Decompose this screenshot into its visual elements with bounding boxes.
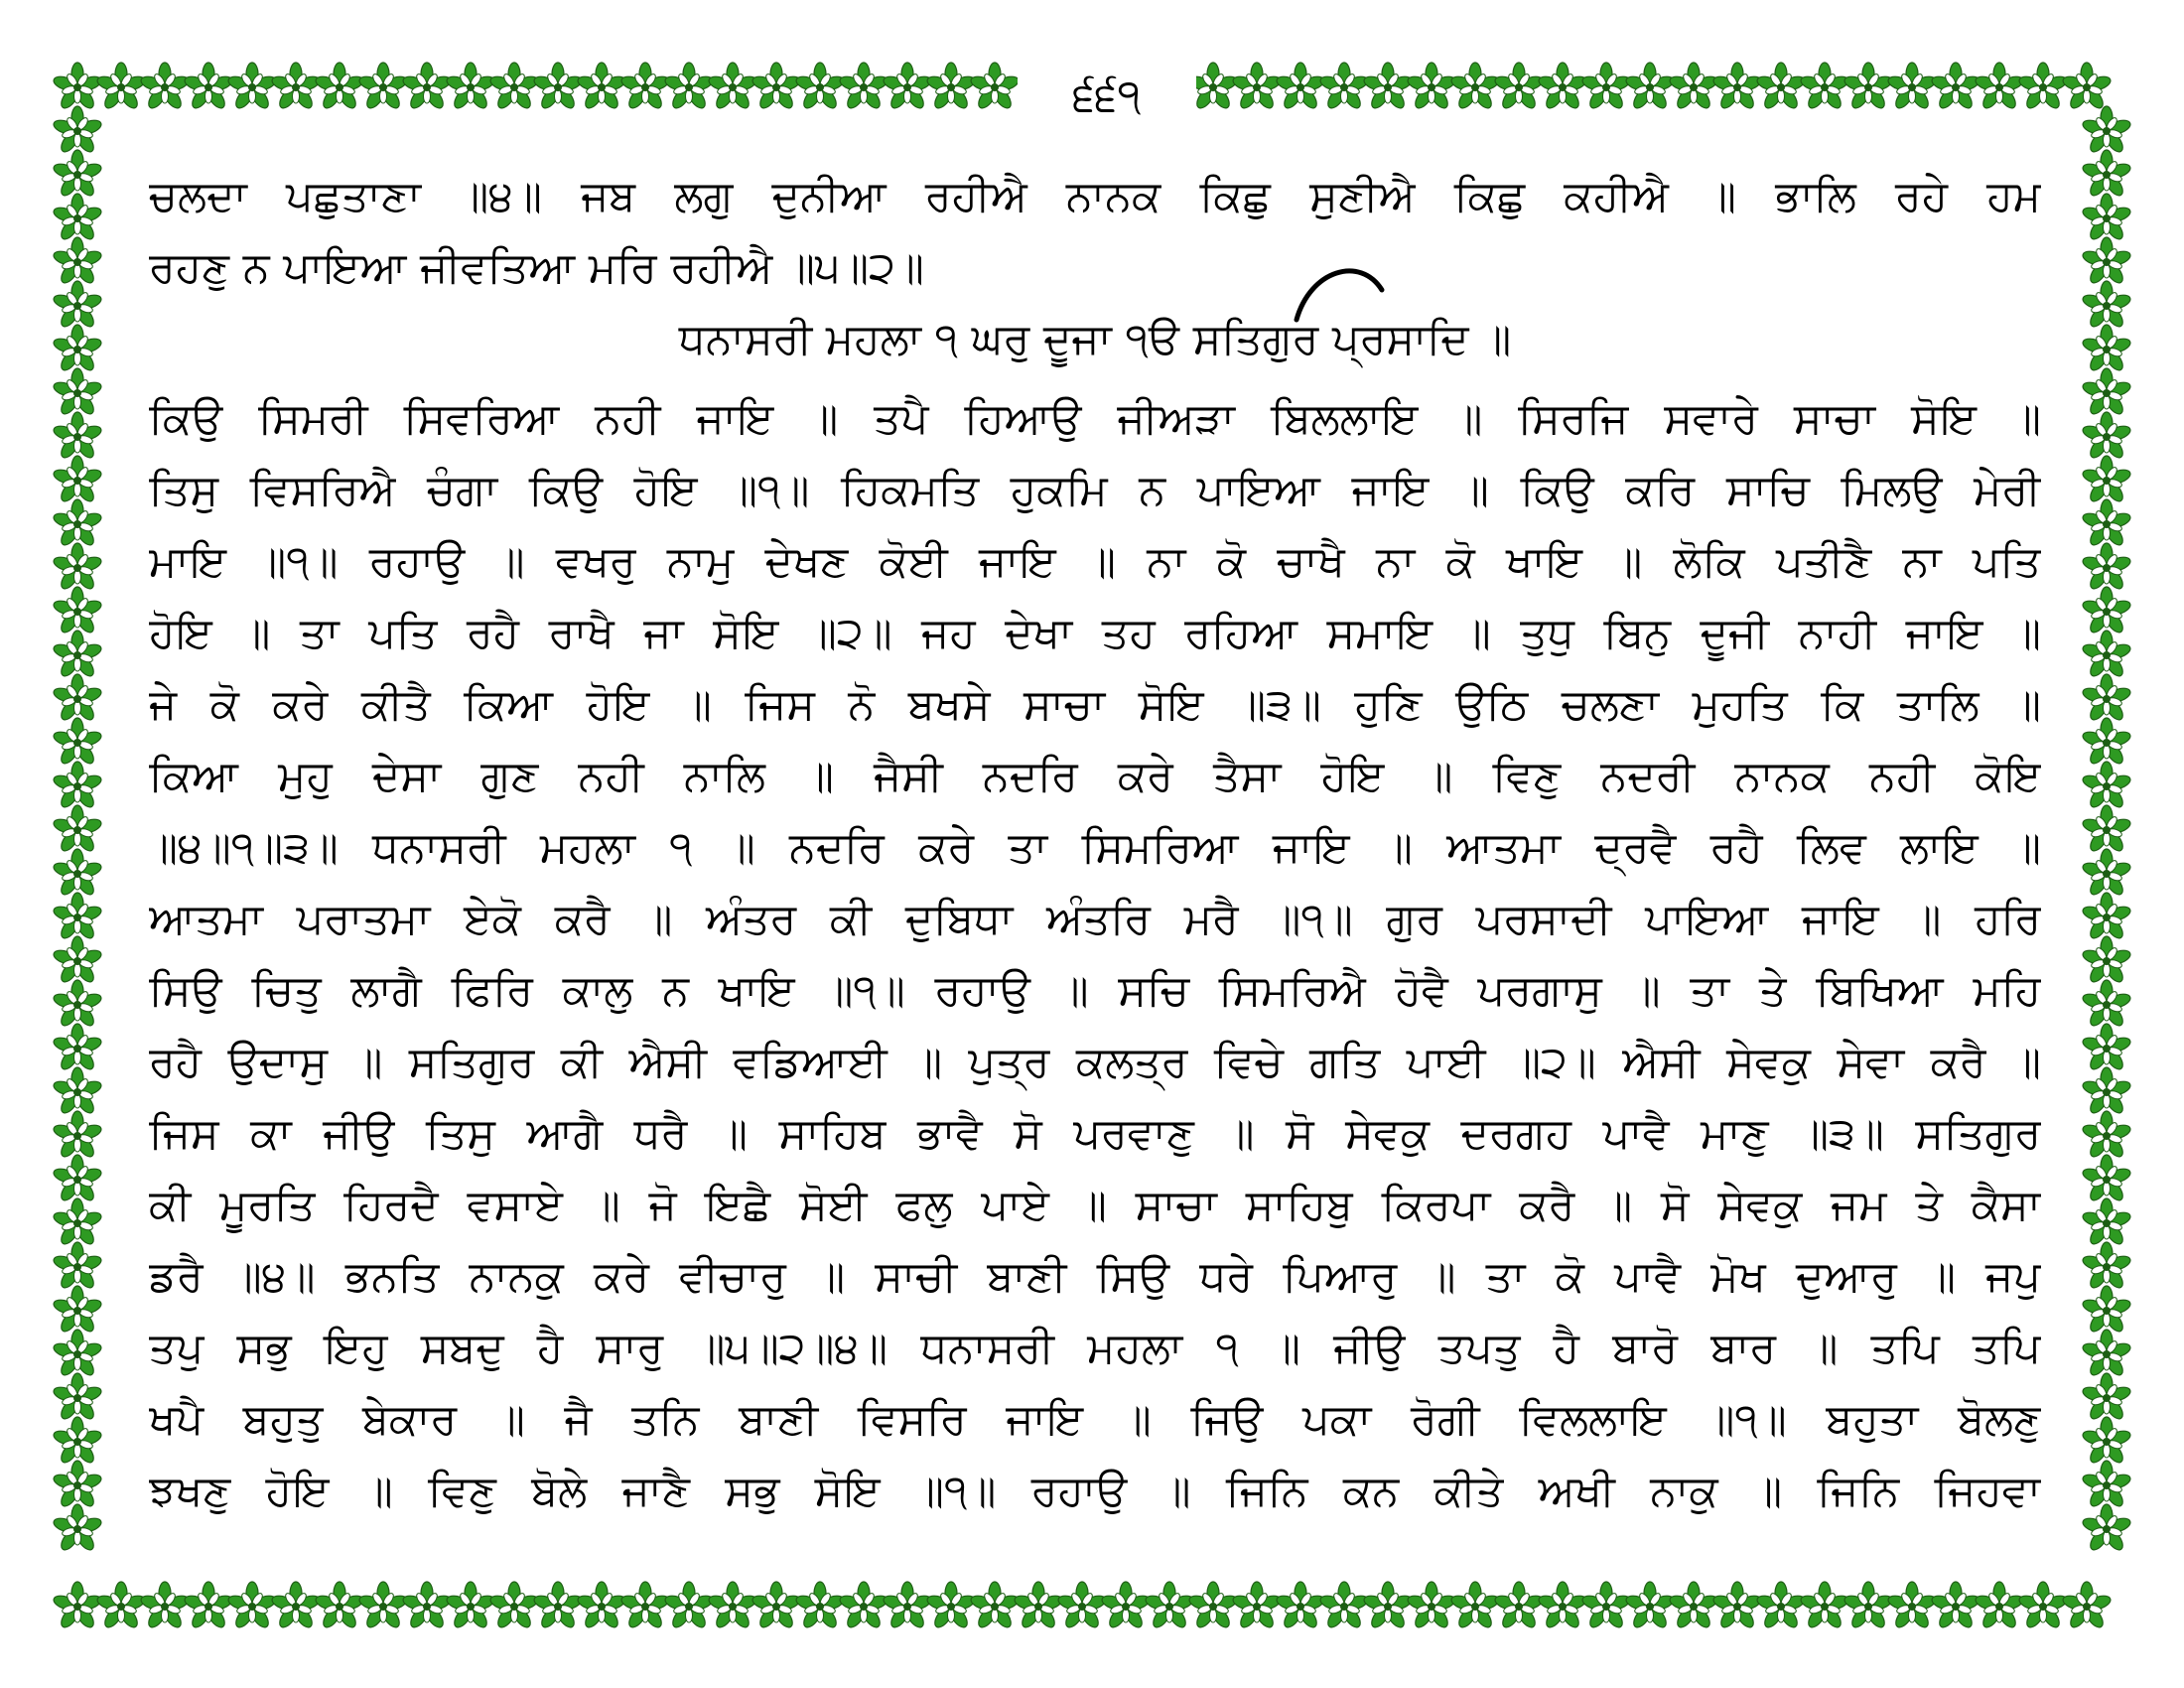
lotus-flower-icon [663,63,714,111]
lotus-flower-icon [2081,1461,2131,1509]
lotus-flower-icon [925,1582,976,1630]
lotus-flower-icon [2061,63,2112,111]
lotus-flower-icon [2081,805,2131,854]
lotus-flower-icon [882,63,932,111]
text-line: ਖਪੈ ਬਹੁਤੁ ਬੇਕਾਰ ॥ ਜੈ ਤਨਿ ਬਾਣੀ ਵਿਸਰਿ ਜਾਇ ॥ ਜਿਉ ਪਕਾ ਰੋਗੀ ਵਿਲਲਾਇ ॥੧॥ ਬਹੁਤਾ ਬੋਲਣੁ [149,1395,2041,1445]
lotus-flower-icon [1187,1582,1238,1630]
lotus-flower-icon [2081,106,2131,155]
lotus-flower-icon [139,1582,190,1630]
lotus-flower-icon [52,1067,102,1116]
lotus-flower-icon [532,1582,583,1630]
lotus-flower-icon [1886,63,1937,111]
lotus-flower-icon [52,1286,102,1335]
text-line: ਕਿਆ ਮੁਹੁ ਦੇਸਾ ਗੁਣ ਨਹੀ ਨਾਲਿ ॥ ਜੈਸੀ ਨਦਰਿ ਕਰੇ ਤੈਸਾ ਹੋਇ ॥ ਵਿਣੁ ਨਦਰੀ ਨਾਨਕ ਨਹੀ ਕੋਇ [149,752,2041,801]
lotus-flower-icon [2081,543,2131,592]
lotus-flower-icon [52,1582,102,1630]
lotus-flower-icon [1843,1582,1893,1630]
lotus-flower-icon [357,63,408,111]
lotus-flower-icon [2081,1504,2131,1553]
lotus-flower-icon [52,1461,102,1509]
lotus-flower-icon [2081,1024,2131,1072]
lotus-flower-icon [1318,1582,1369,1630]
lotus-flower-icon [532,63,583,111]
lotus-flower-icon [488,1582,539,1630]
lotus-flower-icon [576,1582,626,1630]
lotus-flower-icon [52,1330,102,1378]
lotus-flower-icon [52,805,102,854]
lotus-flower-icon [95,1582,146,1630]
lotus-flower-icon [882,1582,932,1630]
lotus-flower-icon [1537,1582,1587,1630]
section-heading: ਧਨਾਸਰੀ ਮਹਲਾ ੧ ਘਰੁ ਦੂਜਾ ੧ੳ ਸਤਿਗੁਰ ਪ੍ਰਸਾਦਿ ॥ [678,315,1512,364]
text-line: ਕੀ ਮੂਰਤਿ ਹਿਰਦੈ ਵਸਾਏ ॥ ਜੋ ਇਛੈ ਸੋਈ ਫਲੁ ਪਾਏ ॥ ਸਾਚਾ ਸਾਹਿਬੁ ਕਿਰਪਾ ਕਰੈ ॥ ਸੋ ਸੇਵਕੁ ਜਮ ਤੇ ਕੈਸਾ [149,1181,2041,1230]
lotus-flower-icon [707,1582,757,1630]
lotus-flower-icon [576,63,626,111]
text-line: ਤਿਸੁ ਵਿਸਰਿਐ ਚੰਗਾ ਕਿਉ ਹੋਇ ॥੧॥ ਹਿਕਮਤਿ ਹੁਕਮਿ ਨ ਪਾਇਆ ਜਾਇ ॥ ਕਿਉ ਕਰਿ ਸਾਚਿ ਮਿਲਉ ਮੇਰੀ [149,466,2041,515]
lotus-flower-icon [2081,1286,2131,1335]
lotus-flower-icon [1449,1582,1500,1630]
lotus-flower-icon [1624,1582,1675,1630]
lotus-flower-icon [1231,63,1282,111]
lotus-flower-icon [1406,63,1456,111]
lotus-flower-icon [2081,1198,2131,1247]
lotus-flower-icon [751,1582,801,1630]
lotus-flower-icon [1755,1582,1806,1630]
lotus-flower-icon [2081,674,2131,723]
lotus-flower-icon [1668,63,1718,111]
lotus-flower-icon [2081,456,2131,504]
lotus-flower-icon [925,63,976,111]
text-line: ਹੋਇ ॥ ਤਾ ਪਤਿ ਰਹੈ ਰਾਖੈ ਜਾ ਸੋਇ ॥੨॥ ਜਹ ਦੇਖਾ ਤਹ ਰਹਿਆ ਸਮਾਇ ॥ ਤੁਧੁ ਬਿਨੁ ਦੂਜੀ ਨਾਹੀ ਜਾਇ ॥ [149,609,2041,658]
lotus-flower-icon [2081,194,2131,242]
lotus-flower-icon [2081,1242,2131,1291]
lotus-flower-icon [52,237,102,286]
lotus-flower-icon [1580,1582,1631,1630]
lotus-flower-icon [1755,63,1806,111]
lotus-flower-icon [1449,63,1500,111]
text-line: ਝਖਣੁ ਹੋਇ ॥ ਵਿਣੁ ਬੋਲੇ ਜਾਣੈ ਸਭੁ ਸੋਇ ॥੧॥ ਰਹਾਉ ॥ ਜਿਨਿ ਕਨ ਕੀਤੇ ਅਖੀ ਨਾਕੁ ॥ ਜਿਨਿ ਜਿਹਵਾ [149,1467,2041,1516]
lotus-flower-icon [1362,1582,1413,1630]
lotus-flower-icon [52,1155,102,1203]
lotus-flower-icon [52,456,102,504]
lotus-flower-icon [270,1582,321,1630]
lotus-flower-icon [2081,1111,2131,1160]
lotus-flower-icon [52,194,102,242]
lotus-flower-icon [52,936,102,985]
lotus-flower-icon [52,63,102,111]
lotus-flower-icon [52,1198,102,1247]
lotus-flower-icon [1799,63,1849,111]
lotus-flower-icon [445,1582,495,1630]
lotus-flower-icon [52,1111,102,1160]
text-line: ਆਤਮਾ ਪਰਾਤਮਾ ਏਕੋ ਕਰੈ ॥ ਅੰਤਰ ਕੀ ਦੁਬਿਧਾ ਅੰਤਰਿ ਮਰੈ ॥੧॥ ਗੁਰ ਪਰਸਾਦੀ ਪਾਇਆ ਜਾਇ ॥ ਹਰਿ [149,895,2041,944]
lotus-flower-icon [1974,63,2024,111]
lotus-flower-icon [619,1582,670,1630]
ik-onkar-arc-icon [1291,250,1410,330]
lotus-flower-icon [969,63,1020,111]
lotus-flower-icon [751,63,801,111]
lotus-flower-icon [1231,1582,1282,1630]
lotus-flower-icon [2081,1067,2131,1116]
lotus-flower-icon [52,412,102,461]
lotus-flower-icon [52,1242,102,1291]
lotus-flower-icon [95,63,146,111]
lotus-flower-icon [2081,980,2131,1029]
lotus-flower-icon [1362,63,1413,111]
lotus-flower-icon [1056,1582,1107,1630]
lotus-flower-icon [1013,1582,1063,1630]
text-line: ਮਾਇ ॥੧॥ ਰਹਾਉ ॥ ਵਖਰੁ ਨਾਮੁ ਦੇਖਣ ਕੋਈ ਜਾਇ ॥ ਨਾ ਕੋ ਚਾਖੈ ਨਾ ਕੋ ਖਾਇ ॥ ਲੋਕਿ ਪਤੀਣੈ ਨਾ ਪਤਿ [149,537,2041,587]
lotus-flower-icon [52,325,102,373]
lotus-flower-icon [52,150,102,199]
lotus-flower-icon [1711,63,1762,111]
lotus-flower-icon [52,587,102,635]
lotus-flower-icon [2081,1330,2131,1378]
text-line: ਜਿਸ ਕਾ ਜੀਉ ਤਿਸੁ ਆਗੈ ਧਰੈ ॥ ਸਾਹਿਬ ਭਾਵੈ ਸੋ ਪਰਵਾਣੁ ॥ ਸੋ ਸੇਵਕੁ ਦਰਗਹ ਪਾਵੈ ਮਾਣੁ ॥੩॥ ਸਤਿਗੁਰ [149,1109,2041,1159]
lotus-flower-icon [2081,762,2131,810]
lotus-flower-icon [52,106,102,155]
lotus-flower-icon [1799,1582,1849,1630]
lotus-flower-icon [969,1582,1020,1630]
lotus-flower-icon [270,63,321,111]
lotus-flower-icon [707,63,757,111]
lotus-flower-icon [2081,587,2131,635]
lotus-flower-icon [401,1582,452,1630]
lotus-flower-icon [1493,63,1544,111]
lotus-flower-icon [52,674,102,723]
lotus-flower-icon [2081,936,2131,985]
lotus-flower-icon [2081,1417,2131,1466]
lotus-flower-icon [1668,1582,1718,1630]
lotus-flower-icon [2017,1582,2068,1630]
lotus-flower-icon [2081,849,2131,898]
lotus-flower-icon [2081,412,2131,461]
lotus-flower-icon [52,281,102,330]
lotus-flower-icon [2081,281,2131,330]
lotus-flower-icon [2081,893,2131,941]
text-line: ਤਪੁ ਸਭੁ ਇਹੁ ਸਬਦੁ ਹੈ ਸਾਰੁ ॥੫॥੨॥੪॥ ਧਨਾਸਰੀ ਮਹਲਾ ੧ ॥ ਜੀਉ ਤਪਤੁ ਹੈ ਬਾਰੋ ਬਾਰ ॥ ਤਪਿ ਤਪਿ [149,1324,2041,1373]
text-line: ਡਰੈ ॥੪॥ ਭਨਤਿ ਨਾਨਕੁ ਕਰੇ ਵੀਚਾਰੁ ॥ ਸਾਚੀ ਬਾਣੀ ਸਿਉ ਧਰੇ ਪਿਆਰੁ ॥ ਤਾ ਕੋ ਪਾਵੈ ਮੋਖ ਦੁਆਰੁ ॥ ਜਪੁ [149,1252,2041,1302]
lotus-flower-icon [1537,63,1587,111]
lotus-flower-icon [52,1373,102,1422]
text-line: ਕਿਉ ਸਿਮਰੀ ਸਿਵਰਿਆ ਨਹੀ ਜਾਇ ॥ ਤਪੈ ਹਿਆਉ ਜੀਅੜਾ ਬਿਲਲਾਇ ॥ ਸਿਰਜਿ ਸਵਾਰੇ ਸਾਚਾ ਸੋਇ ॥ [149,394,2041,444]
lotus-flower-icon [1100,1582,1151,1630]
lotus-flower-icon [1843,63,1893,111]
lotus-flower-icon [794,1582,845,1630]
lotus-flower-icon [1144,1582,1194,1630]
lotus-flower-icon [838,63,888,111]
lotus-flower-icon [1275,1582,1325,1630]
text-line: ਚਲਦਾ ਪਛੁਤਾਣਾ ॥੪॥ ਜਬ ਲਗੁ ਦੁਨੀਆ ਰਹੀਐ ਨਾਨਕ ਕਿਛੁ ਸੁਣੀਐ ਕਿਛੁ ਕਹੀਐ ॥ ਭਾਲਿ ਰਹੇ ਹਮ [149,172,2041,221]
lotus-flower-icon [226,1582,277,1630]
lotus-flower-icon [1318,63,1369,111]
lotus-flower-icon [2081,325,2131,373]
lotus-flower-icon [619,63,670,111]
text-line: ਰਹਣੁ ਨ ਪਾਇਆ ਜੀਵਤਿਆ ਮਰਿ ਰਹੀਐ ॥੫॥੨॥ [149,243,924,293]
lotus-flower-icon [1974,1582,2024,1630]
text-line: ਜੇ ਕੋ ਕਰੇ ਕੀਤੈ ਕਿਆ ਹੋਇ ॥ ਜਿਸ ਨੋ ਬਖਸੇ ਸਾਚਾ ਸੋਇ ॥੩॥ ਹੁਣਿ ਉਠਿ ਚਲਣਾ ਮੁਹਤਿ ਕਿ ਤਾਲਿ ॥ [149,680,2041,730]
lotus-flower-icon [2017,63,2068,111]
lotus-flower-icon [838,1582,888,1630]
lotus-flower-icon [1711,1582,1762,1630]
lotus-flower-icon [1886,1582,1937,1630]
lotus-flower-icon [2081,1155,2131,1203]
lotus-flower-icon [445,63,495,111]
lotus-flower-icon [226,63,277,111]
lotus-flower-icon [52,980,102,1029]
lotus-flower-icon [52,631,102,679]
lotus-flower-icon [2081,499,2131,548]
lotus-flower-icon [794,63,845,111]
text-line: ॥੪॥੧॥੩॥ ਧਨਾਸਰੀ ਮਹਲਾ ੧ ॥ ਨਦਰਿ ਕਰੇ ਤਾ ਸਿਮਰਿਆ ਜਾਇ ॥ ਆਤਮਾ ਦ੍ਰਵੈ ਰਹੈ ਲਿਵ ਲਾਇ ॥ [149,823,2041,873]
lotus-flower-icon [1930,63,1980,111]
lotus-flower-icon [52,762,102,810]
lotus-flower-icon [1275,63,1325,111]
lotus-flower-icon [401,63,452,111]
lotus-flower-icon [52,1504,102,1553]
lotus-flower-icon [1406,1582,1456,1630]
lotus-flower-icon [1493,1582,1544,1630]
lotus-flower-icon [1930,1582,1980,1630]
lotus-flower-icon [1624,63,1675,111]
lotus-flower-icon [183,1582,233,1630]
lotus-flower-icon [2081,1373,2131,1422]
lotus-flower-icon [314,1582,364,1630]
lotus-flower-icon [139,63,190,111]
lotus-flower-icon [663,1582,714,1630]
lotus-flower-icon [52,718,102,767]
lotus-flower-icon [52,1417,102,1466]
lotus-flower-icon [357,1582,408,1630]
lotus-flower-icon [183,63,233,111]
text-line: ਸਿਉ ਚਿਤੁ ਲਾਗੈ ਫਿਰਿ ਕਾਲੁ ਨ ਖਾਇ ॥੧॥ ਰਹਾਉ ॥ ਸਚਿ ਸਿਮਰਿਐ ਹੋਵੈ ਪਰਗਾਸੁ ॥ ਤਾ ਤੇ ਬਿਖਿਆ ਮਹਿ [149,966,2041,1016]
page-number: ੬੬੧ [1018,62,1196,131]
lotus-flower-icon [52,543,102,592]
text-line: ਰਹੈ ਉਦਾਸੁ ॥ ਸਤਿਗੁਰ ਕੀ ਐਸੀ ਵਡਿਆਈ ॥ ਪੁਤ੍ਰ ਕਲਤ੍ਰ ਵਿਚੇ ਗਤਿ ਪਾਈ ॥੨॥ ਐਸੀ ਸੇਵਕੁ ਸੇਵਾ ਕਰੈ ॥ [149,1038,2041,1087]
lotus-flower-icon [2081,718,2131,767]
lotus-flower-icon [2081,150,2131,199]
lotus-flower-icon [52,893,102,941]
scripture-text-block [149,161,2041,1531]
lotus-flower-icon [488,63,539,111]
lotus-flower-icon [1580,63,1631,111]
lotus-flower-icon [52,368,102,417]
lotus-flower-icon [52,1024,102,1072]
lotus-flower-icon [2061,1582,2112,1630]
lotus-flower-icon [314,63,364,111]
lotus-flower-icon [2081,368,2131,417]
lotus-flower-icon [52,849,102,898]
lotus-flower-icon [52,499,102,548]
lotus-flower-icon [2081,237,2131,286]
lotus-flower-icon [2081,631,2131,679]
